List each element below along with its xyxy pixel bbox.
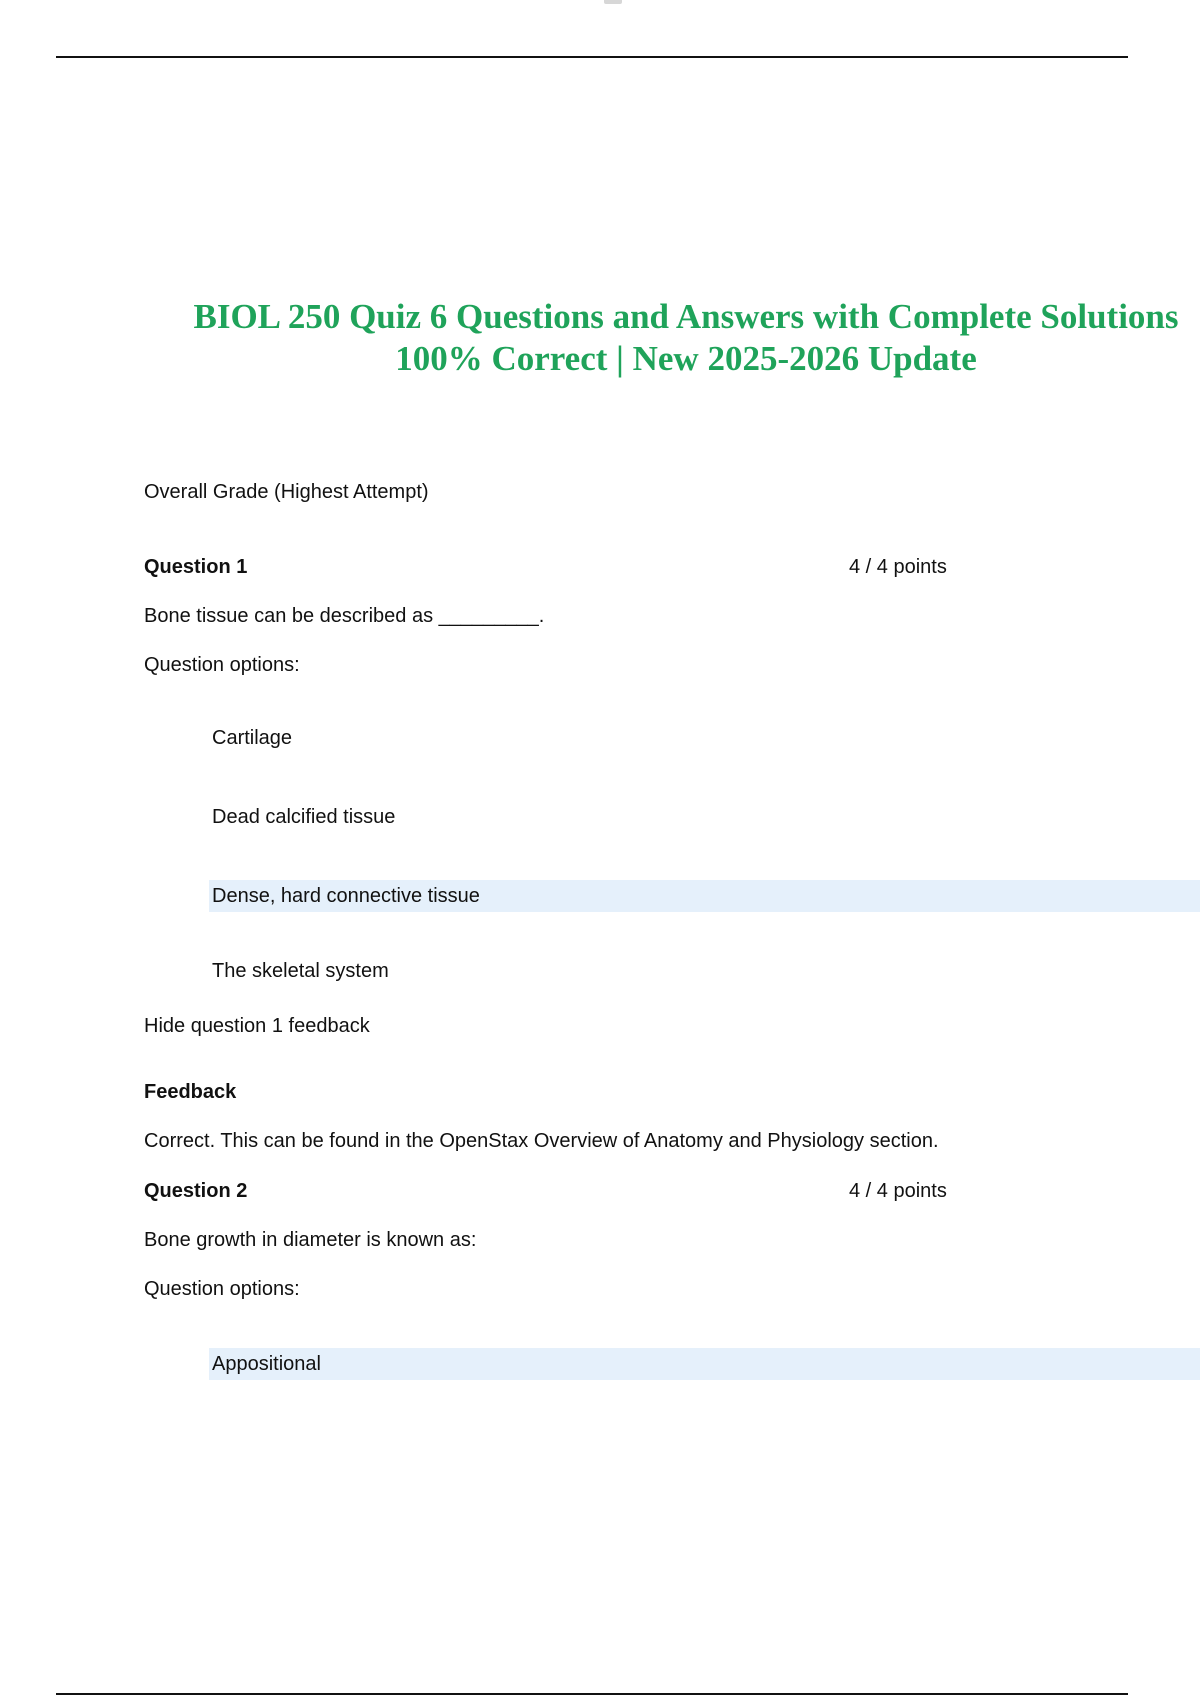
question-1-options-label: Question options:: [144, 654, 300, 676]
title-line-2: 100% Correct | New 2025-2026 Update: [395, 339, 977, 378]
hide-feedback-link[interactable]: Hide question 1 feedback: [144, 1015, 370, 1037]
header-rule: [56, 56, 1128, 58]
question-1-prompt: Bone tissue can be described as _________.: [144, 605, 545, 627]
title-line-1: BIOL 250 Quiz 6 Questions and Answers with Complete Solutions: [193, 297, 1179, 336]
question-2-option-selected[interactable]: Appositional: [212, 1353, 321, 1375]
question-2-heading: Question 2: [144, 1180, 248, 1202]
question-1-option[interactable]: Dead calcified tissue: [212, 806, 396, 828]
selected-answer-highlight: [209, 1348, 1200, 1380]
overall-grade-label: Overall Grade (Highest Attempt): [144, 481, 429, 503]
document-title: [176, 296, 1196, 380]
question-1-points: 4 / 4 points: [849, 556, 947, 578]
question-2-options-label: Question options:: [144, 1278, 300, 1300]
question-1-option[interactable]: The skeletal system: [212, 960, 389, 982]
question-2-prompt: Bone growth in diameter is known as:: [144, 1229, 477, 1251]
question-1-option[interactable]: Cartilage: [212, 727, 293, 749]
question-1-option-selected[interactable]: Dense, hard connective tissue: [212, 885, 480, 907]
feedback-heading: Feedback: [144, 1081, 237, 1103]
page-top-marker: [604, 0, 622, 4]
footer-rule: [56, 1693, 1128, 1695]
question-2-points: 4 / 4 points: [849, 1180, 947, 1202]
question-1-heading: Question 1: [144, 556, 248, 578]
feedback-text: Correct. This can be found in the OpenStax Overview of Anatomy and Physiology section.: [144, 1130, 939, 1152]
